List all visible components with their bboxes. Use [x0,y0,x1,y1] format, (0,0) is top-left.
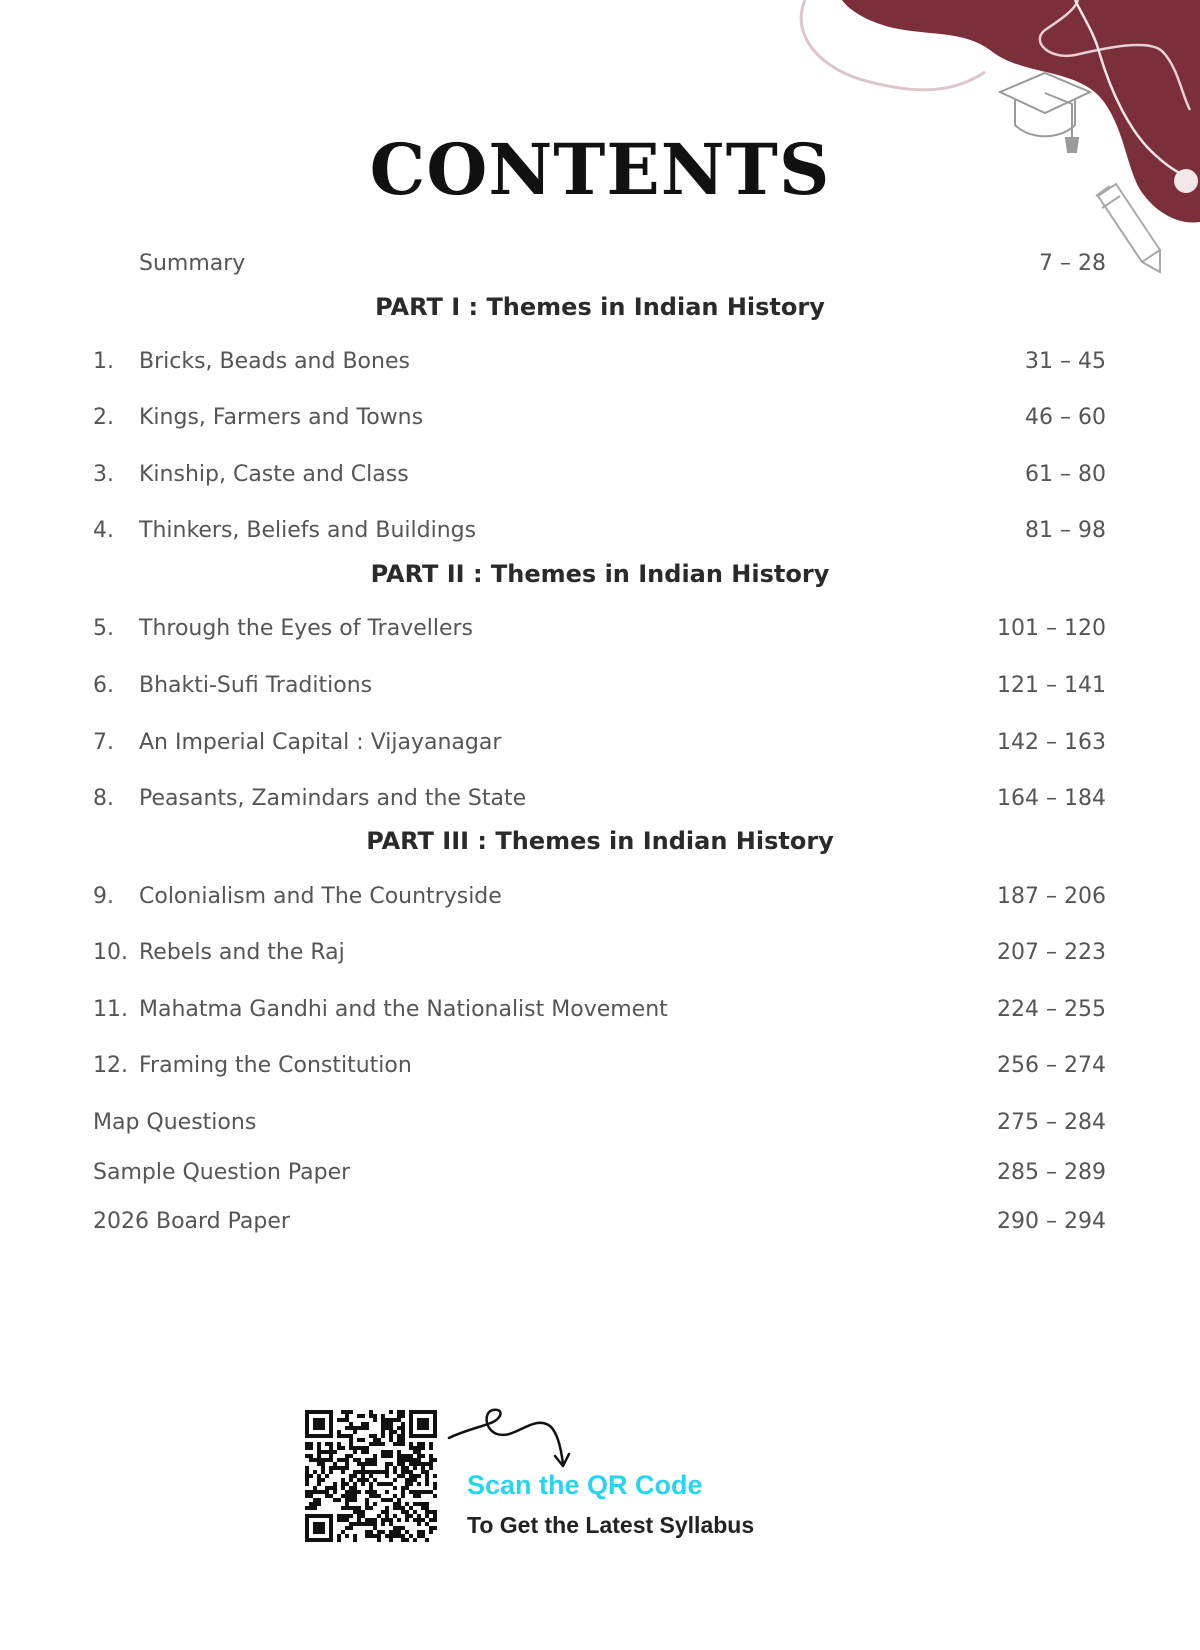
chapter-title: An Imperial Capital : Vijayanagar [139,730,502,755]
chapter-pages: 164 – 184 [997,786,1106,811]
toc-row-chapter[interactable] [93,940,1106,974]
extra-pages: 275 – 284 [997,1110,1106,1135]
chapter-number: 2. [93,405,114,430]
toc-row-chapter[interactable] [93,462,1106,496]
chapter-title: Through the Eyes of Travellers [139,616,474,641]
chapter-title: Rebels and the Raj [139,940,345,965]
chapter-pages: 61 – 80 [1025,462,1106,487]
part-heading: PART I : Themes in Indian History [375,293,825,321]
chapter-number: 4. [93,518,114,543]
chapter-pages: 256 – 274 [997,1053,1106,1078]
extra-pages: 290 – 294 [997,1209,1106,1234]
toc-row-chapter[interactable] [93,730,1106,764]
qr-heading: Scan the QR Code [467,1470,703,1500]
toc-row-extra[interactable] [93,1110,1106,1144]
toc-row-chapter[interactable] [93,673,1106,707]
toc-title: Summary [139,251,246,276]
chapter-title: Peasants, Zamindars and the State [139,786,527,811]
chapter-number: 11. [93,997,128,1022]
toc-row-chapter[interactable] [93,1053,1106,1087]
toc-row-extra[interactable] [93,1209,1106,1243]
extra-title: Sample Question Paper [93,1160,351,1185]
chapter-pages: 142 – 163 [997,730,1106,755]
part-heading: PART III : Themes in Indian History [366,827,834,855]
qr-code[interactable] [305,1410,437,1542]
chapter-pages: 121 – 141 [997,673,1106,698]
chapter-pages: 46 – 60 [1025,405,1106,430]
curly-arrow-icon [445,1408,575,1470]
chapter-pages: 101 – 120 [997,616,1106,641]
toc-row-chapter[interactable] [93,405,1106,439]
toc-pages: 7 – 28 [1039,251,1106,276]
chapter-title: Kinship, Caste and Class [139,462,409,487]
chapter-title: Kings, Farmers and Towns [139,405,424,430]
toc-row-chapter[interactable] [93,518,1106,552]
toc-row-chapter[interactable] [93,786,1106,820]
page-title: CONTENTS [369,128,831,211]
chapter-number: 9. [93,884,114,909]
chapter-number: 7. [93,730,114,755]
chapter-title: Mahatma Gandhi and the Nationalist Movement [139,997,668,1022]
chapter-pages: 31 – 45 [1025,349,1106,374]
chapter-title: Colonialism and The Countryside [139,884,502,909]
chapter-number: 12. [93,1053,128,1078]
chapter-pages: 81 – 98 [1025,518,1106,543]
toc-row-summary[interactable] [93,251,1106,285]
chapter-number: 5. [93,616,114,641]
chapter-number: 3. [93,462,114,487]
toc-row-chapter[interactable] [93,997,1106,1031]
chapter-title: Thinkers, Beliefs and Buildings [139,518,477,543]
chapter-number: 6. [93,673,114,698]
toc-row-chapter[interactable] [93,349,1106,383]
extra-title: 2026 Board Paper [93,1209,290,1234]
chapter-number: 8. [93,786,114,811]
toc-row-extra[interactable] [93,1160,1106,1194]
chapter-title: Bhakti-Sufi Traditions [139,673,373,698]
part-heading: PART II : Themes in Indian History [370,560,830,588]
extra-title: Map Questions [93,1110,257,1135]
qr-subtext: To Get the Latest Syllabus [467,1512,755,1538]
chapter-pages: 224 – 255 [997,997,1106,1022]
chapter-number: 1. [93,349,114,374]
toc-row-chapter[interactable] [93,884,1106,918]
chapter-pages: 187 – 206 [997,884,1106,909]
chapter-title: Framing the Constitution [139,1053,412,1078]
extra-pages: 285 – 289 [997,1160,1106,1185]
toc-row-chapter[interactable] [93,616,1106,650]
chapter-pages: 207 – 223 [997,940,1106,965]
chapter-title: Bricks, Beads and Bones [139,349,410,374]
chapter-number: 10. [93,940,128,965]
